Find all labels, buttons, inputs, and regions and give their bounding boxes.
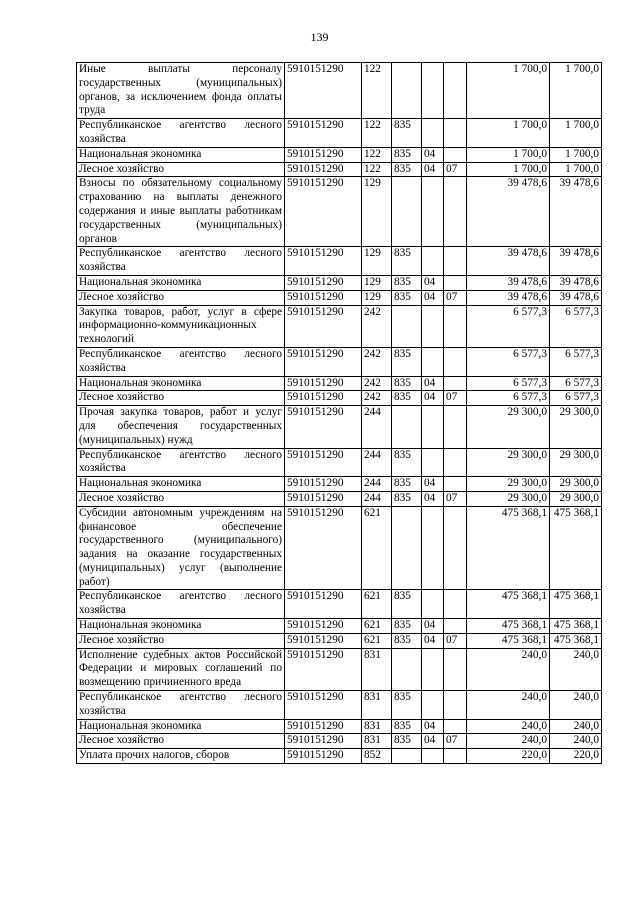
- table-row: [77, 734, 602, 749]
- expense-type-code-cell: 852: [362, 749, 392, 764]
- department-code-cell: 835: [392, 448, 422, 477]
- budget-table-body: [77, 63, 602, 764]
- amount-year2-cell: 39 478,6: [550, 275, 602, 290]
- target-article-code-cell: 5910151290: [285, 448, 362, 477]
- section-code-cell: 04: [422, 477, 444, 492]
- expense-name-cell: Субсидии автономным учреждениям на финансовое обеспечение государственного (муниципального) задания на оказание государственных (муниципальных) услуг (выполнение работ): [77, 506, 285, 590]
- target-article-code-cell: 5910151290: [285, 63, 362, 119]
- expense-type-code-cell: 129: [362, 275, 392, 290]
- section-code-cell: [422, 648, 444, 690]
- target-article-code-cell: 5910151290: [285, 491, 362, 506]
- subsection-code-cell: [444, 119, 467, 148]
- expense-name-cell: Лесное хозяйство: [77, 391, 285, 406]
- subsection-code-cell: [444, 506, 467, 590]
- target-article-code-cell: 5910151290: [285, 391, 362, 406]
- amount-year1-cell: 240,0: [467, 734, 550, 749]
- table-row: [77, 633, 602, 648]
- department-code-cell: 835: [392, 734, 422, 749]
- target-article-code-cell: 5910151290: [285, 305, 362, 347]
- expense-name-cell: Национальная экономика: [77, 477, 285, 492]
- subsection-code-cell: [444, 305, 467, 347]
- expense-type-code-cell: 242: [362, 391, 392, 406]
- amount-year2-cell: 1 700,0: [550, 147, 602, 162]
- table-row: [77, 147, 602, 162]
- section-code-cell: 04: [422, 391, 444, 406]
- section-code-cell: 04: [422, 633, 444, 648]
- subsection-code-cell: [444, 376, 467, 391]
- expense-type-code-cell: 122: [362, 147, 392, 162]
- department-code-cell: 835: [392, 391, 422, 406]
- amount-year1-cell: 39 478,6: [467, 275, 550, 290]
- amount-year2-cell: 475 368,1: [550, 633, 602, 648]
- amount-year2-cell: 1 700,0: [550, 119, 602, 148]
- subsection-code-cell: [444, 275, 467, 290]
- subsection-code-cell: [444, 147, 467, 162]
- expense-type-code-cell: 129: [362, 177, 392, 247]
- expense-name-cell: Взносы по обязательному социальному страхованию на выплаты денежного содержания и иные выплаты работникам государственных (муниципальных) органов: [77, 177, 285, 247]
- expense-name-cell: Национальная экономика: [77, 376, 285, 391]
- section-code-cell: 04: [422, 619, 444, 634]
- table-row: [77, 477, 602, 492]
- amount-year1-cell: 29 300,0: [467, 477, 550, 492]
- table-row: [77, 719, 602, 734]
- amount-year1-cell: 29 300,0: [467, 406, 550, 448]
- expense-name-cell: Лесное хозяйство: [77, 162, 285, 177]
- table-row: [77, 406, 602, 448]
- expense-type-code-cell: 244: [362, 448, 392, 477]
- subsection-code-cell: 07: [444, 491, 467, 506]
- amount-year2-cell: 240,0: [550, 719, 602, 734]
- section-code-cell: 04: [422, 275, 444, 290]
- department-code-cell: 835: [392, 290, 422, 305]
- section-code-cell: 04: [422, 290, 444, 305]
- table-row: [77, 247, 602, 276]
- expense-name-cell: Национальная экономика: [77, 275, 285, 290]
- amount-year1-cell: 240,0: [467, 719, 550, 734]
- amount-year1-cell: 475 368,1: [467, 633, 550, 648]
- amount-year1-cell: 240,0: [467, 691, 550, 720]
- subsection-code-cell: 07: [444, 290, 467, 305]
- amount-year2-cell: 6 577,3: [550, 376, 602, 391]
- subsection-code-cell: [444, 247, 467, 276]
- expense-type-code-cell: 621: [362, 506, 392, 590]
- target-article-code-cell: 5910151290: [285, 162, 362, 177]
- section-code-cell: [422, 177, 444, 247]
- department-code-cell: [392, 406, 422, 448]
- table-row: [77, 119, 602, 148]
- department-code-cell: 835: [392, 691, 422, 720]
- target-article-code-cell: 5910151290: [285, 691, 362, 720]
- department-code-cell: 835: [392, 619, 422, 634]
- expense-name-cell: Национальная экономика: [77, 619, 285, 634]
- expense-type-code-cell: 244: [362, 406, 392, 448]
- department-code-cell: [392, 177, 422, 247]
- department-code-cell: [392, 749, 422, 764]
- subsection-code-cell: [444, 448, 467, 477]
- amount-year1-cell: 475 368,1: [467, 619, 550, 634]
- table-row: [77, 391, 602, 406]
- table-row: [77, 63, 602, 119]
- department-code-cell: 835: [392, 147, 422, 162]
- amount-year1-cell: 39 478,6: [467, 290, 550, 305]
- expense-type-code-cell: 129: [362, 290, 392, 305]
- target-article-code-cell: 5910151290: [285, 734, 362, 749]
- expense-type-code-cell: 242: [362, 305, 392, 347]
- subsection-code-cell: [444, 477, 467, 492]
- amount-year2-cell: 475 368,1: [550, 506, 602, 590]
- subsection-code-cell: [444, 749, 467, 764]
- expense-type-code-cell: 831: [362, 719, 392, 734]
- amount-year2-cell: 240,0: [550, 734, 602, 749]
- expense-name-cell: Лесное хозяйство: [77, 633, 285, 648]
- subsection-code-cell: [444, 619, 467, 634]
- amount-year1-cell: 39 478,6: [467, 247, 550, 276]
- amount-year1-cell: 39 478,6: [467, 177, 550, 247]
- amount-year2-cell: 220,0: [550, 749, 602, 764]
- department-code-cell: [392, 305, 422, 347]
- amount-year1-cell: 6 577,3: [467, 347, 550, 376]
- target-article-code-cell: 5910151290: [285, 347, 362, 376]
- table-row: [77, 691, 602, 720]
- table-row: [77, 590, 602, 619]
- target-article-code-cell: 5910151290: [285, 247, 362, 276]
- amount-year2-cell: 475 368,1: [550, 590, 602, 619]
- amount-year1-cell: 475 368,1: [467, 590, 550, 619]
- expense-type-code-cell: 831: [362, 648, 392, 690]
- section-code-cell: 04: [422, 162, 444, 177]
- subsection-code-cell: [444, 177, 467, 247]
- amount-year1-cell: 1 700,0: [467, 147, 550, 162]
- subsection-code-cell: [444, 347, 467, 376]
- amount-year1-cell: 29 300,0: [467, 448, 550, 477]
- amount-year2-cell: 6 577,3: [550, 305, 602, 347]
- target-article-code-cell: 5910151290: [285, 177, 362, 247]
- expense-name-cell: Лесное хозяйство: [77, 491, 285, 506]
- amount-year1-cell: 475 368,1: [467, 506, 550, 590]
- section-code-cell: [422, 691, 444, 720]
- expense-type-code-cell: 122: [362, 119, 392, 148]
- expense-type-code-cell: 122: [362, 63, 392, 119]
- amount-year1-cell: 1 700,0: [467, 63, 550, 119]
- expense-name-cell: Национальная экономика: [77, 147, 285, 162]
- table-row: [77, 177, 602, 247]
- expense-type-code-cell: 621: [362, 590, 392, 619]
- table-row: [77, 749, 602, 764]
- amount-year1-cell: 29 300,0: [467, 491, 550, 506]
- section-code-cell: [422, 749, 444, 764]
- expense-type-code-cell: 242: [362, 376, 392, 391]
- amount-year2-cell: 39 478,6: [550, 247, 602, 276]
- department-code-cell: 835: [392, 491, 422, 506]
- amount-year2-cell: 240,0: [550, 648, 602, 690]
- expense-name-cell: Республиканское агентство лесного хозяйства: [77, 691, 285, 720]
- amount-year2-cell: 29 300,0: [550, 477, 602, 492]
- table-row: [77, 290, 602, 305]
- expense-name-cell: Иные выплаты персоналу государственных (муниципальных) органов, за исключением фонда оплаты труда: [77, 63, 285, 119]
- amount-year1-cell: 220,0: [467, 749, 550, 764]
- amount-year2-cell: 6 577,3: [550, 347, 602, 376]
- department-code-cell: 835: [392, 162, 422, 177]
- amount-year2-cell: 1 700,0: [550, 162, 602, 177]
- target-article-code-cell: 5910151290: [285, 619, 362, 634]
- department-code-cell: [392, 648, 422, 690]
- table-row: [77, 506, 602, 590]
- expense-name-cell: Прочая закупка товаров, работ и услуг для обеспечения государственных (муниципальных) нужд: [77, 406, 285, 448]
- budget-table: [76, 62, 602, 764]
- section-code-cell: [422, 506, 444, 590]
- expense-type-code-cell: 244: [362, 477, 392, 492]
- amount-year1-cell: 1 700,0: [467, 119, 550, 148]
- expense-type-code-cell: 242: [362, 347, 392, 376]
- amount-year2-cell: 39 478,6: [550, 177, 602, 247]
- table-row: [77, 347, 602, 376]
- expense-type-code-cell: 621: [362, 619, 392, 634]
- amount-year2-cell: 39 478,6: [550, 290, 602, 305]
- expense-type-code-cell: 831: [362, 734, 392, 749]
- expense-name-cell: Исполнение судебных актов Российской Федерации и мировых соглашений по возмещению причиненного вреда: [77, 648, 285, 690]
- expense-name-cell: Республиканское агентство лесного хозяйства: [77, 247, 285, 276]
- amount-year1-cell: 6 577,3: [467, 391, 550, 406]
- target-article-code-cell: 5910151290: [285, 275, 362, 290]
- amount-year2-cell: 240,0: [550, 691, 602, 720]
- table-row: [77, 648, 602, 690]
- subsection-code-cell: [444, 648, 467, 690]
- amount-year1-cell: 6 577,3: [467, 305, 550, 347]
- department-code-cell: 835: [392, 590, 422, 619]
- target-article-code-cell: 5910151290: [285, 477, 362, 492]
- section-code-cell: [422, 448, 444, 477]
- target-article-code-cell: 5910151290: [285, 147, 362, 162]
- section-code-cell: [422, 590, 444, 619]
- expense-type-code-cell: 244: [362, 491, 392, 506]
- subsection-code-cell: [444, 691, 467, 720]
- expense-name-cell: Республиканское агентство лесного хозяйства: [77, 448, 285, 477]
- amount-year1-cell: 240,0: [467, 648, 550, 690]
- section-code-cell: 04: [422, 147, 444, 162]
- target-article-code-cell: 5910151290: [285, 119, 362, 148]
- section-code-cell: 04: [422, 491, 444, 506]
- amount-year2-cell: 29 300,0: [550, 491, 602, 506]
- table-row: [77, 619, 602, 634]
- department-code-cell: 835: [392, 119, 422, 148]
- subsection-code-cell: [444, 719, 467, 734]
- section-code-cell: 04: [422, 376, 444, 391]
- section-code-cell: [422, 406, 444, 448]
- target-article-code-cell: 5910151290: [285, 749, 362, 764]
- target-article-code-cell: 5910151290: [285, 376, 362, 391]
- expense-name-cell: Республиканское агентство лесного хозяйства: [77, 590, 285, 619]
- target-article-code-cell: 5910151290: [285, 633, 362, 648]
- subsection-code-cell: [444, 590, 467, 619]
- expense-name-cell: Закупка товаров, работ, услуг в сфере информационно-коммуникационных технологий: [77, 305, 285, 347]
- expense-type-code-cell: 122: [362, 162, 392, 177]
- department-code-cell: 835: [392, 477, 422, 492]
- department-code-cell: 835: [392, 275, 422, 290]
- page-number: 139: [310, 30, 329, 44]
- expense-name-cell: Лесное хозяйство: [77, 290, 285, 305]
- amount-year1-cell: 1 700,0: [467, 162, 550, 177]
- expense-name-cell: Республиканское агентство лесного хозяйства: [77, 119, 285, 148]
- expense-name-cell: Национальная экономика: [77, 719, 285, 734]
- amount-year1-cell: 6 577,3: [467, 376, 550, 391]
- expense-name-cell: Уплата прочих налогов, сборов: [77, 749, 285, 764]
- target-article-code-cell: 5910151290: [285, 406, 362, 448]
- target-article-code-cell: 5910151290: [285, 590, 362, 619]
- expense-type-code-cell: 831: [362, 691, 392, 720]
- department-code-cell: [392, 63, 422, 119]
- target-article-code-cell: 5910151290: [285, 648, 362, 690]
- expense-name-cell: Лесное хозяйство: [77, 734, 285, 749]
- table-row: [77, 448, 602, 477]
- department-code-cell: 835: [392, 633, 422, 648]
- department-code-cell: 835: [392, 719, 422, 734]
- table-row: [77, 275, 602, 290]
- subsection-code-cell: 07: [444, 633, 467, 648]
- department-code-cell: 835: [392, 247, 422, 276]
- section-code-cell: [422, 347, 444, 376]
- amount-year2-cell: 6 577,3: [550, 391, 602, 406]
- department-code-cell: 835: [392, 347, 422, 376]
- table-row: [77, 376, 602, 391]
- subsection-code-cell: [444, 406, 467, 448]
- department-code-cell: [392, 506, 422, 590]
- subsection-code-cell: 07: [444, 162, 467, 177]
- target-article-code-cell: 5910151290: [285, 290, 362, 305]
- section-code-cell: [422, 119, 444, 148]
- subsection-code-cell: 07: [444, 391, 467, 406]
- expense-type-code-cell: 621: [362, 633, 392, 648]
- amount-year2-cell: 1 700,0: [550, 63, 602, 119]
- expense-type-code-cell: 129: [362, 247, 392, 276]
- department-code-cell: 835: [392, 376, 422, 391]
- amount-year2-cell: 29 300,0: [550, 406, 602, 448]
- target-article-code-cell: 5910151290: [285, 719, 362, 734]
- amount-year2-cell: 29 300,0: [550, 448, 602, 477]
- section-code-cell: 04: [422, 734, 444, 749]
- section-code-cell: [422, 247, 444, 276]
- amount-year2-cell: 475 368,1: [550, 619, 602, 634]
- table-row: [77, 305, 602, 347]
- subsection-code-cell: 07: [444, 734, 467, 749]
- section-code-cell: [422, 63, 444, 119]
- section-code-cell: [422, 305, 444, 347]
- subsection-code-cell: [444, 63, 467, 119]
- table-row: [77, 491, 602, 506]
- section-code-cell: 04: [422, 719, 444, 734]
- target-article-code-cell: 5910151290: [285, 506, 362, 590]
- expense-name-cell: Республиканское агентство лесного хозяйства: [77, 347, 285, 376]
- table-row: [77, 162, 602, 177]
